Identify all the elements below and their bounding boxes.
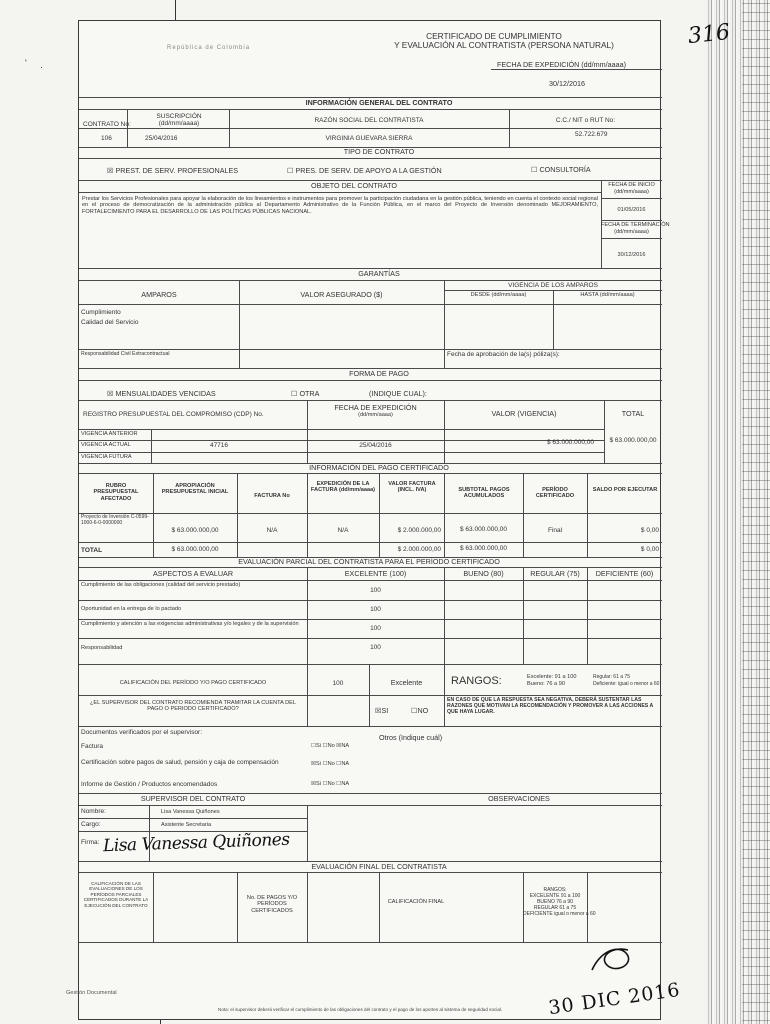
final-rangos-deficiente: DEFICIENTE igual o menor a 60	[523, 911, 596, 917]
empty-box-icon[interactable]: ☐	[311, 743, 317, 749]
section-info-general: INFORMACIÓN GENERAL DEL CONTRATO	[305, 98, 453, 107]
contrato-value: 106	[101, 135, 112, 142]
informe-options: ☒Si ☐No ☐NA	[311, 781, 350, 787]
header-saldo: SALDO POR EJECUTAR	[592, 487, 658, 493]
calificacion-label: CALIFICACIÓN DEL PERÍODO Y/O PAGO CERTIFICADO	[119, 680, 267, 686]
header-subtotal: SUBTOTAL PAGOS ACUMULADOS	[458, 487, 510, 500]
flourish-mark	[588, 940, 638, 980]
checked-box-icon[interactable]: ☒	[311, 761, 317, 767]
final-rangos-excelente: EXCELENTE 91 a 100	[529, 893, 581, 899]
aspecto-row: Oportunidad en la entrega de lo pactado	[81, 606, 182, 612]
pago-total-valor: $ 2.000.000,00	[397, 546, 441, 553]
vigencia-futura-label: VIGENCIA FUTURA	[81, 454, 132, 460]
binder-line	[175, 0, 176, 20]
otros-label: Otros (Indique cuál)	[379, 733, 443, 742]
contrato-label: CONTRATO No:	[83, 121, 131, 128]
supervisor-cargo-value: Asistente Secretaria	[161, 822, 212, 828]
supervisor-nombre-value: Lisa Vanessa Quiñones	[161, 809, 220, 815]
vigencia-actual-label: VIGENCIA ACTUAL	[81, 442, 131, 448]
header-aspectos: ASPECTOS A EVALUAR	[152, 569, 234, 578]
section-forma-pago: FORMA DE PAGO	[349, 369, 409, 378]
logo-text: República de Colombia	[167, 45, 251, 51]
pago-valor-value: $ 2.000.000,00	[397, 527, 441, 534]
checked-box-icon[interactable]: ☒	[336, 743, 342, 749]
footer-left-text: Gestión Documental	[66, 990, 117, 996]
pago-factura-value: N/A	[266, 527, 278, 534]
aspecto-excelente-value: 100	[370, 606, 381, 613]
certificacion-options: ☒Si ☐No ☐NA	[311, 761, 350, 767]
aspecto-excelente-value: 100	[370, 644, 381, 651]
aspecto-row: Responsabilidad	[81, 645, 123, 651]
empty-box-icon[interactable]: ☐	[336, 781, 342, 787]
amparos-label: AMPAROS	[141, 290, 177, 299]
section-garantias: GARANTÍAS	[358, 269, 400, 278]
certificate-form	[78, 20, 670, 1020]
fecha-terminacion-sub: (dd/mm/aaaa)	[614, 229, 649, 235]
header-rubro: RUBRO PRESUPUESTAL AFECTADO	[93, 483, 139, 502]
recomienda-nota: EN CASO DE QUE LA RESPUESTA SEA NEGATIVA, DEBERÁ SUSTENTAR LAS RAZONES QUE MOTIVAN LA RECOMENDACIÓN Y PROMOVER A LAS ACCIONES A QUE HAYA LUGAR.	[447, 697, 654, 715]
rangos-regular: Regular: 61 a 75	[593, 674, 630, 680]
empty-box-icon[interactable]: ☐	[336, 761, 342, 767]
forma-pago-total-value: $ 63.000.000,00	[609, 437, 657, 444]
empty-box-icon[interactable]: ☐	[411, 706, 418, 715]
received-date-stamp: 30 DIC 2016	[547, 978, 682, 1020]
checked-box-icon[interactable]: ☒	[107, 166, 114, 175]
suscripcion-label: SUSCRIPCIÓN	[156, 113, 202, 120]
tipo-option-profesionales: ☒ PREST. DE SERV. PROFESIONALES	[107, 166, 239, 175]
empty-box-icon[interactable]: ☐	[291, 389, 298, 398]
factura-options: ☐Si ☐No ☒NA	[311, 743, 350, 749]
supervisor-firma-label: Firma:	[81, 839, 100, 846]
documento-item: Factura	[81, 743, 104, 750]
rangos-excelente: Excelente: 91 a 100	[527, 674, 577, 680]
rangos-deficiente: Deficiente: igual o menor a 60	[593, 681, 660, 687]
final-col-pagos: No. DE PAGOS Y/O PERÍODOS CERTIFICADOS	[246, 895, 298, 914]
tipo-option-apoyo: ☐ PRES. DE SERV. DE APOYO A LA GESTIÓN	[287, 166, 442, 175]
section-evaluacion-final: EVALUACIÓN FINAL DEL CONTRATISTA	[311, 862, 447, 871]
razon-value: VIRGINIA GUEVARA SIERRA	[325, 135, 413, 142]
empty-box-icon[interactable]: ☐	[287, 166, 294, 175]
final-col-calificacion: CALIFICACIÓN FINAL	[387, 899, 445, 905]
checked-box-icon[interactable]: ☒	[107, 389, 114, 398]
fecha-exp-label: FECHA DE EXPEDICIÓN	[334, 403, 417, 412]
documento-item: Informe de Gestión / Productos encomendados	[81, 781, 218, 788]
aspecto-row: Cumplimiento de las obligaciones (calidad del servicio prestado)	[81, 582, 241, 588]
final-rangos-regular: REGULAR 61 a 75	[533, 905, 577, 911]
tipo-option-consultoria: ☐ CONSULTORÍA	[531, 165, 591, 174]
pago-total-label: TOTAL	[81, 547, 103, 554]
header-periodo: PERÍODO CERTIFICADO	[535, 487, 575, 500]
recomienda-si: ☒SI	[375, 706, 389, 715]
page-number: 316	[686, 19, 732, 50]
nit-label: C.C./ NIT o RUT No:	[555, 117, 616, 124]
vigencia-actual-rp: 47716	[209, 442, 229, 449]
vigencia-actual-fecha: 25/04/2016	[359, 442, 392, 449]
suscripcion-value: 25/04/2016	[145, 135, 178, 142]
margin-mark: ·	[40, 62, 43, 72]
garantia-row: Calidad del Servicio	[81, 319, 139, 326]
recomienda-question: ¿EL SUPERVISOR DEL CONTRATO RECOMIENDA TRAMITAR LA CUENTA DEL PAGO O PERIODO CERTIFICADO?	[90, 700, 296, 713]
header-deficiente: DEFICIENTE (60)	[595, 569, 654, 578]
scan-edge-noise-2	[742, 0, 770, 1024]
fecha-aprobacion-label: Fecha de aprobación de la(s) póliza(s):	[447, 351, 560, 358]
empty-box-icon[interactable]: ☐	[531, 165, 538, 174]
fecha-terminacion-label: FECHA DE TERMINACIÓN	[601, 222, 670, 228]
valor-asegurado-label: VALOR ASEGURADO ($)	[300, 290, 383, 299]
suscripcion-sub: (dd/mm/aaaa)	[158, 120, 200, 127]
header-regular: REGULAR (75)	[530, 569, 580, 578]
vigencia-label: VIGENCIA DE LOS AMPAROS	[508, 282, 598, 289]
pago-saldo-value: $ 0,00	[640, 527, 659, 534]
empty-box-icon[interactable]: ☐	[322, 743, 328, 749]
otra-option: ☐ OTRA	[291, 389, 320, 398]
section-observaciones: OBSERVACIONES	[488, 794, 550, 803]
pago-rubro-value: Proyecto de Inversión C-0599-1000-6-0-0000000	[81, 514, 149, 526]
fecha-expedicion-label: FECHA DE EXPEDICIÓN (dd/mm/aaaa)	[497, 60, 627, 69]
aspecto-excelente-value: 100	[370, 587, 381, 594]
pago-total-subtotal: $ 63.000.000,00	[460, 545, 507, 552]
header-factura: FACTURA No	[254, 493, 290, 499]
section-tipo-contrato: TIPO DE CONTRATO	[343, 147, 415, 156]
razon-label: RAZÓN SOCIAL DEL CONTRATISTA	[314, 117, 424, 124]
indique-label: (INDIQUE CUAL):	[369, 389, 427, 398]
header-apropiacion: APROPIACIÓN PRESUPUESTAL INICIAL	[161, 483, 229, 496]
footer-note: Nota: el supervisor deberá verificar el cumplimiento de las obligaciones del contrato y el pago de los aportes al sistema de seguridad social.	[218, 1007, 503, 1012]
total-label: TOTAL	[621, 409, 645, 418]
header-expedicion: EXPEDICIÓN DE LA FACTURA (dd/mm/aaaa)	[310, 481, 376, 494]
supervisor-cargo-label: Cargo:	[81, 821, 101, 828]
vigencia-actual-valor: $ 63.000.000,00	[547, 439, 594, 446]
garantia-row: Responsabilidad Civil Extracontractual	[81, 351, 170, 357]
garantia-row: Cumplimiento	[81, 309, 121, 316]
supervisor-nombre-label: Nombre:	[81, 808, 106, 815]
fecha-inicio-label: FECHA DE INICIO	[608, 182, 655, 188]
header-bueno: BUENO (80)	[463, 569, 504, 578]
vigencia-anterior-label: VIGENCIA ANTERIOR	[81, 431, 138, 437]
rangos-label: RANGOS:	[451, 675, 502, 687]
nit-value: 52.722.679	[575, 131, 608, 138]
mensualidades-option: ☒ MENSUALIDADES VENCIDAS	[107, 389, 216, 398]
hasta-label: HASTA (dd/mm/aaaa)	[580, 292, 635, 298]
fecha-expedicion-value: 30/12/2016	[549, 79, 585, 88]
aspecto-excelente-value: 100	[370, 625, 381, 632]
title-line-1: CERTIFICADO DE CUMPLIMIENTO	[426, 31, 562, 41]
empty-box-icon[interactable]: ☐	[322, 761, 328, 767]
pago-expedicion-value: N/A	[337, 527, 349, 534]
documento-item: Certificación sobre pagos de salud, pensión y caja de compensación	[81, 759, 279, 766]
section-supervisor: SUPERVISOR DEL CONTRATO	[140, 794, 246, 803]
empty-box-icon[interactable]: ☐	[322, 781, 328, 787]
desde-label: DESDE (dd/mm/aaaa)	[470, 292, 527, 298]
pago-subtotal-value: $ 63.000.000,00	[460, 526, 507, 533]
registro-label: REGISTRO PRESUPUESTAL DEL COMPROMISO (CDP) No.	[83, 411, 264, 418]
pago-total-apropiacion: $ 63.000.000,00	[171, 546, 219, 553]
documentos-intro: Documentos verificados por el supervisor:	[81, 729, 203, 736]
supervisor-signature: Lisa Vanessa Quiñones	[102, 829, 290, 857]
section-evaluacion-parcial: EVALUACIÓN PARCIAL DEL CONTRATISTA PARA EL PERÍODO CERTIFICADO	[238, 557, 500, 566]
fecha-terminacion-value: 30/12/2016	[617, 252, 646, 258]
header-excelente: EXCELENTE (100)	[344, 569, 407, 578]
fecha-inicio-sub: (dd/mm/aaaa)	[614, 189, 649, 195]
section-pago-certificado: INFORMACIÓN DEL PAGO CERTIFICADO	[309, 463, 449, 472]
margin-mark: '	[25, 58, 27, 68]
calificacion-value: 100	[332, 680, 344, 687]
final-col-evaluaciones: CALIFICACIÓN DE LAS EVALUACIONES DE LOS PERÍODOS PARCIALES CERTIFICADOS DURANTE LA EJECUCIÓN DEL CONTRATO	[83, 881, 149, 908]
rangos-bueno: Bueno: 76 a 90	[527, 681, 565, 687]
aspecto-row: Cumplimiento y atención a las exigencias administrativas y/o legales y de la supervisión	[81, 621, 299, 627]
section-objeto: OBJETO DEL CONTRATO	[311, 181, 397, 190]
valor-vigencia-label: VALOR (VIGENCIA)	[491, 409, 557, 418]
header-valor-factura: VALOR FACTURA (INCL. IVA)	[388, 481, 436, 494]
fecha-inicio-value: 01/05/2016	[617, 207, 646, 213]
fecha-exp-sub: (dd/mm/aaaa)	[358, 412, 393, 418]
checked-box-icon[interactable]: ☒	[311, 781, 317, 787]
pago-total-saldo: $ 0,00	[640, 546, 659, 553]
title-line-2: Y EVALUACIÓN AL CONTRATISTA (PERSONA NATURAL)	[394, 40, 614, 50]
checked-box-icon[interactable]: ☒	[375, 706, 382, 715]
recomienda-no: ☐NO	[411, 706, 429, 715]
objeto-text: Prestar los Servicios Profesionales para apoyar la elaboración de los lineamientos e instrumentos para promover la participación ciudadana en la gestión pública, teniendo en cuenta el contexto social regional en el proceso de democratización de la administración pública al Departamento Administrativo de la Función Pública, en el marco del Proyecto de Inversión denominado MEJORAMIENTO, FORTALECIMIENTO PARA EL DESARROLLO DE LAS POLÍTICAS PÚBLICAS NACIONAL.	[82, 196, 598, 215]
final-rangos-bueno: BUENO 76 a 90	[537, 899, 573, 905]
pago-apropiacion-value: $ 63.000.000,00	[171, 527, 219, 534]
calificacion-word: Excelente	[390, 678, 423, 687]
final-rangos-title: RANGOS:	[543, 887, 567, 893]
pago-periodo-value: Final	[547, 527, 563, 534]
